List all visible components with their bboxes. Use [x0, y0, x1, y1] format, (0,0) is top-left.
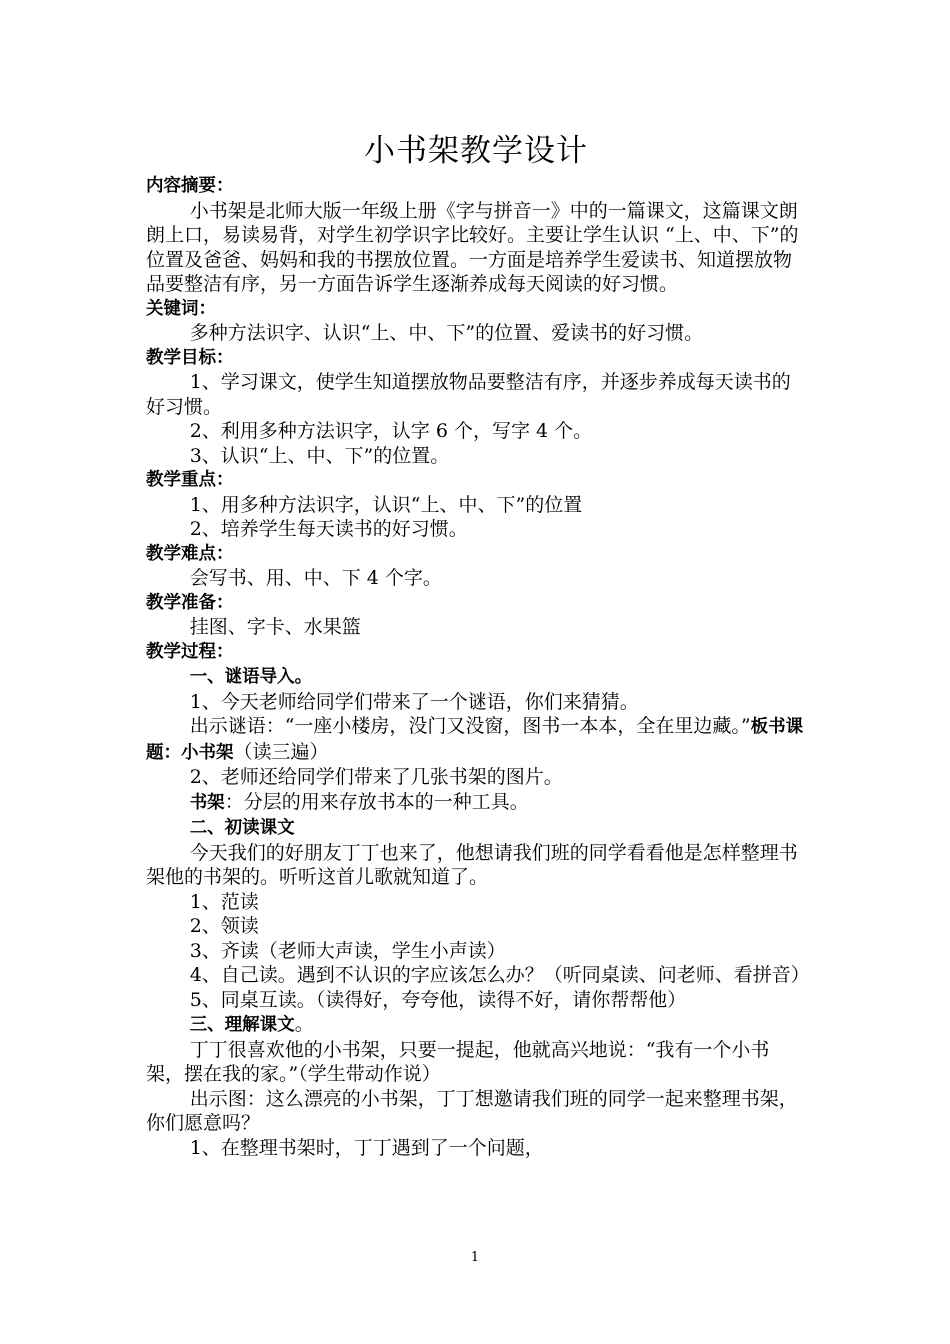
part2-heading-line [146, 815, 806, 841]
summary-paragraph: 小书架是北师大版一年级上册《字与拼音一》中的一篇课文，这篇课文朗朗上口，易读易背，对学生初学识字比较好。主要让学生认识 “上、中、下”的位置及爸爸、妈妈和我的书摆放位置。一方面是培养学生爱读书、知道摆放物品要整洁有序，另一方面告诉学生逐渐养成每天阅读的好习惯。 [146, 199, 799, 295]
goal-item: 3、认识“上、中、下”的位置。 [189, 444, 450, 467]
goal-item: 2、利用多种方法识字，认字 6 个，写字 4 个。 [189, 420, 593, 442]
board-title-note: （读三遍） [233, 740, 329, 763]
riddle-paragraph [146, 714, 806, 765]
part2-item: 2、领读 [189, 915, 259, 937]
process-heading: 教学过程： [146, 641, 234, 662]
riddle-text: 出示谜语：“一座小楼房，没门又没窗，图书一本本，全在里边藏。” [189, 715, 751, 737]
part1-line2: 2、老师还给同学们带来了几张书架的图片。 [189, 766, 563, 788]
part3-paragraph: 出示图：这么漂亮的小书架，丁丁想邀请我们班的同学一起来整理书架，你们愿意吗？ [146, 1087, 798, 1134]
part3-heading-line [146, 1012, 806, 1038]
prep-heading: 教学准备： [146, 592, 234, 613]
keywords-paragraph: 多种方法识字、认识“上、中、下”的位置、爱读书的好习惯。 [189, 322, 704, 344]
board-title-label: 板书课题：小书架 [146, 717, 804, 763]
part1-line1: 1、今天老师给同学们带来了一个谜语，你们来猜猜。 [189, 690, 639, 713]
keywords-heading: 关键词： [146, 298, 216, 319]
part2-item: 5、同桌互读。（读得好，夸夸他，读得不好，请你帮帮他） [189, 988, 687, 1011]
part1-heading-line [146, 664, 806, 690]
part1-heading: 一、谜语导入。 [189, 667, 313, 687]
shelf-def-text: ：分层的用来存放书本的一种工具。 [224, 790, 529, 813]
difficulty-paragraph: 会写书、用、中、下 4 个字。 [189, 567, 442, 589]
part2-heading: 二、初读课文 [189, 818, 295, 838]
summary-heading: 内容摘要： [146, 176, 234, 196]
focus-heading: 教学重点： [146, 470, 234, 490]
focus-item: 2、培养学生每天读书的好习惯。 [189, 518, 468, 540]
page-number: 1 [470, 1250, 480, 1265]
part2-item: 4、自己读。遇到不认识的字应该怎么办？（听同桌读、问老师、看拼音） [189, 964, 810, 986]
part2-intro: 今天我们的好朋友丁丁也来了，他想请我们班的同学看看他是怎样整理书架他的书架的。听听这首儿歌就知道了。 [146, 841, 798, 888]
document-title: 小书架教学设计 [364, 133, 588, 169]
part3-paragraph: 丁丁很喜欢他的小书架，只要一提起，他就高兴地说：“我有一个小书架，摆在我的家。”（学生带动作说） [146, 1038, 770, 1085]
focus-item: 1、用多种方法识字，认识“上、中、下”的位置 [189, 493, 583, 516]
part3-heading-tail: 。 [294, 1013, 314, 1035]
goals-heading: 教学目标： [146, 347, 234, 368]
part3-heading: 三、理解课文 [189, 1015, 295, 1035]
prep-paragraph: 挂图、字卡、水果篮 [189, 616, 361, 638]
part3-paragraph: 1、在整理书架时，丁丁遇到了一个问题， [189, 1136, 544, 1159]
document-body [146, 174, 810, 1160]
shelf-label: 书架 [189, 792, 225, 813]
difficulty-heading: 教学难点： [146, 543, 234, 564]
part2-item: 1、范读 [189, 890, 259, 913]
document-page [146, 128, 810, 1160]
goal-item: 1、学习课文，使学生知道摆放物品要整洁有序，并逐步养成每天读书的好习惯。 [146, 371, 791, 418]
part2-item: 3、齐读（老师大声读，学生小声读） [189, 939, 506, 962]
shelf-definition [146, 790, 806, 816]
